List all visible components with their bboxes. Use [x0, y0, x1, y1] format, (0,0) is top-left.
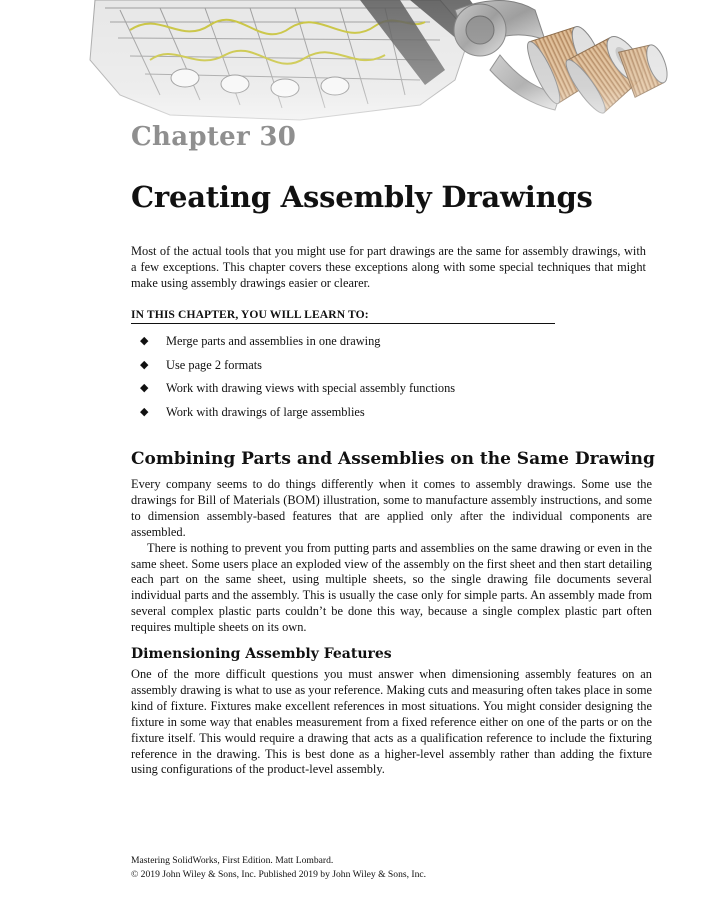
paragraph: One of the more difficult questions you must answer when dimensioning assembly features on an assembly drawing is what to use as your reference. Making cuts and measuring often takes place in some kind of fixture. Fixtures make excellent references in most situations. You might consider designing the fixture in some way that enables measurement from a fixed reference either on one of the parts or on the fixture itself. This would require a drawing that acts as a qualification reference to include the fixturing reference in the drawing. This is best done as a higher-level assembly rather than adding the fixture using configurations of the product-level assembly. [131, 667, 652, 777]
footer-copyright: © 2019 John Wiley & Sons, Inc. Published 2019 by John Wiley & Sons, Inc. [131, 869, 427, 880]
list-item [140, 333, 455, 357]
chapter-header-illustration [0, 0, 717, 160]
list-item [140, 404, 455, 428]
footer-book-credit: Mastering SolidWorks, First Edition. Matt Lombard. [131, 855, 334, 866]
diamond-bullet-icon: ◆ [140, 335, 149, 347]
list-item-text: Work with drawings of large assemblies [166, 404, 365, 419]
learn-box-heading: IN THIS CHAPTER, YOU WILL LEARN TO: [131, 308, 555, 324]
section-heading: Combining Parts and Assemblies on the Same Drawing [131, 449, 655, 469]
subsection-body [131, 667, 652, 778]
page-footer [131, 854, 426, 882]
list-item-text: Use page 2 formats [166, 357, 262, 372]
chapter-number: Chapter 30 [131, 122, 297, 152]
paragraph: Every company seems to do things differently when it comes to assembly drawings. Some use the drawings for Bill of Materials (BOM) illustration, some to manufacture assembly instructions, and some to dimension assembly-based features that are applied only after the individual components are assembled. [131, 477, 652, 539]
diamond-bullet-icon: ◆ [140, 358, 149, 371]
paragraph: There is nothing to prevent you from putting parts and assemblies on the same drawing or even in the same sheet. Some users place an exploded view of the assembly on the first sheet and then start detailing each part on the same sheet, using multiple sheets, so the single drawing file documents several individual parts and the assembly. This is usually the case only for simple parts. An assembly made from several complex plastic parts couldn’t be done this way, because a single complex plastic part often requires multiple sheets on its own. [131, 540, 652, 635]
list-item [140, 380, 455, 404]
learn-list [140, 333, 455, 427]
diamond-bullet-icon: ◆ [140, 405, 149, 418]
chapter-title: Creating Assembly Drawings [131, 180, 593, 214]
chapter-intro: Most of the actual tools that you might use for part drawings are the same for assembly drawings, with a few exceptions. This chapter covers these exceptions along with some special techniques that might make using assembly drawings easier or clearer. [131, 244, 646, 290]
list-item [140, 357, 455, 381]
list-item-text: Work with drawing views with special assembly functions [166, 381, 456, 395]
subsection-heading: Dimensioning Assembly Features [131, 646, 392, 662]
section-body [131, 477, 652, 636]
diamond-bullet-icon: ◆ [140, 382, 149, 394]
list-item-text: Merge parts and assemblies in one drawing [166, 334, 381, 348]
